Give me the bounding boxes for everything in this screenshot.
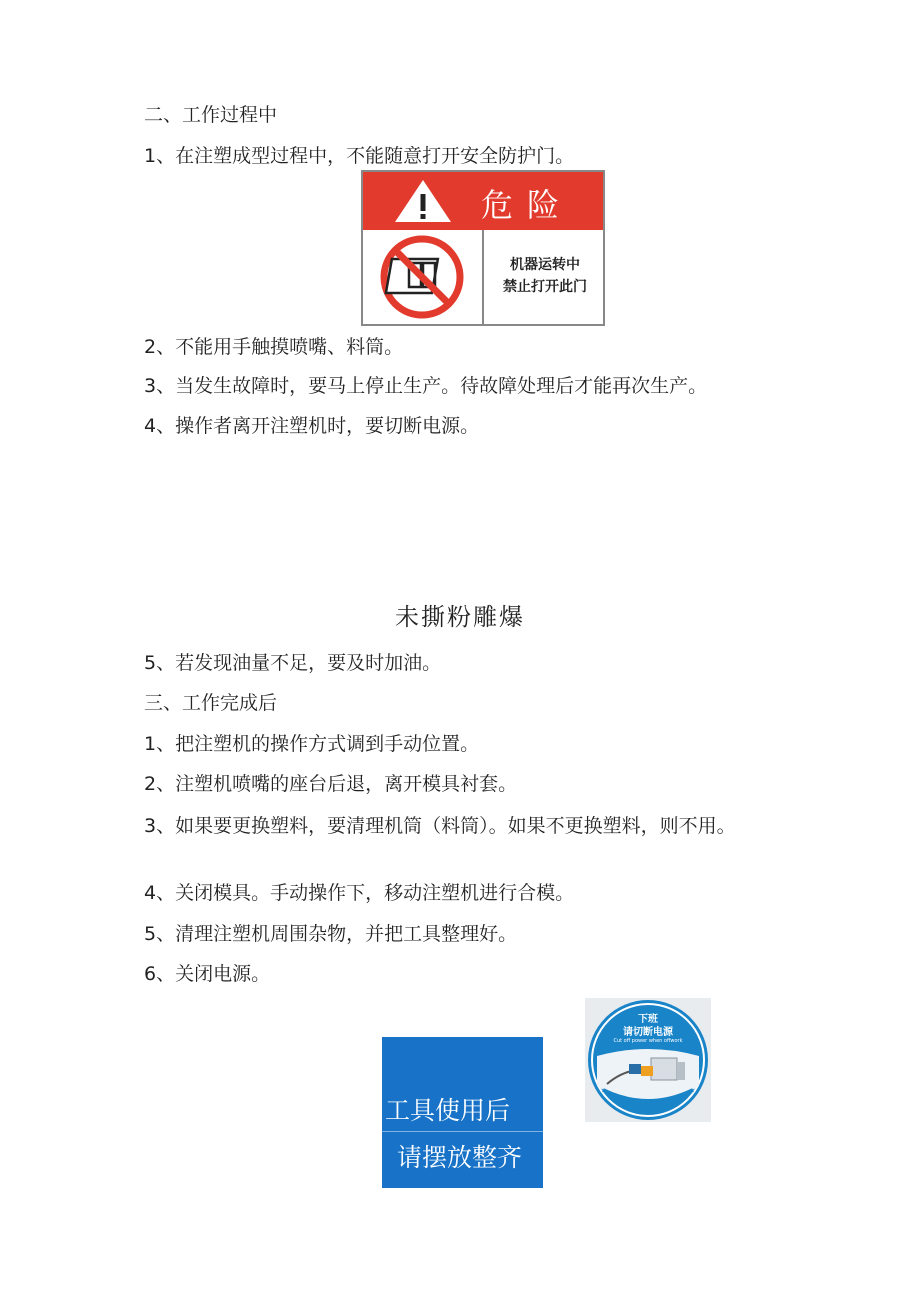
list-item: 5、若发现油量不足，要及时加油。 — [144, 652, 442, 674]
list-item: 2、注塑机喷嘴的座台后退，离开模具衬套。 — [144, 773, 518, 795]
list-item: 3、如果要更换塑料，要清理机筒（料筒）。如果不更换塑料，则不用。 — [144, 815, 736, 837]
section-heading: 二、工作过程中 — [144, 104, 278, 126]
no-open-door-icon — [363, 230, 482, 324]
warning-triangle-icon — [363, 172, 481, 230]
tools-sign-line1: 工具使用后 — [385, 1096, 511, 1125]
tools-sign-line2: 请摆放整齐 — [397, 1143, 523, 1172]
danger-text-line2: 禁止打开此门 — [503, 279, 587, 295]
list-item: 6、关闭电源。 — [144, 963, 271, 985]
tools-sign — [382, 1037, 543, 1188]
list-item: 5、清理注塑机周围杂物，并把工具整理好。 — [144, 923, 518, 945]
divider — [482, 230, 484, 324]
list-item: 2、不能用手触摸喷嘴、料筒。 — [144, 336, 404, 358]
danger-text — [487, 254, 603, 298]
list-item: 1、在注塑成型过程中，不能随意打开安全防护门。 — [144, 145, 575, 167]
danger-header — [363, 172, 603, 230]
list-item: 3、当发生故障时，要马上停止生产。待故障处理后才能再次生产。 — [144, 375, 708, 397]
list-item: 1、把注塑机的操作方式调到手动位置。 — [144, 733, 480, 755]
power-sign-line2: 请切断电源 — [623, 1027, 673, 1038]
danger-sign — [361, 170, 605, 326]
power-sign-line1: 下班 — [638, 1014, 658, 1025]
danger-text-line1: 机器运转中 — [510, 257, 580, 273]
section-heading: 三、工作完成后 — [144, 692, 278, 714]
list-item: 4、操作者离开注塑机时，要切断电源。 — [144, 415, 480, 437]
danger-title: 危险 — [481, 186, 574, 224]
power-off-sign — [585, 998, 711, 1122]
divider — [382, 1131, 543, 1132]
list-item: 4、关闭模具。手动操作下，移动注塑机进行合模。 — [144, 882, 575, 904]
page-title: 未撕粉雕爆 — [395, 603, 525, 631]
power-sign-line3: Cut off power when offwork — [613, 1038, 683, 1044]
